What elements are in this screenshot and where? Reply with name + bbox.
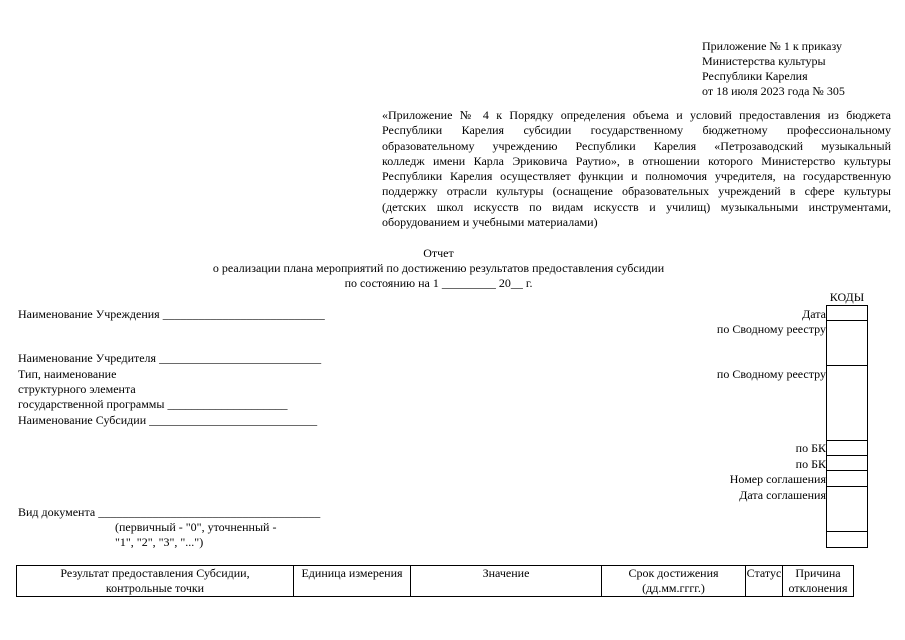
annex-line: поддержку отрасли культуры (оснащение образовательных учреждений в сфере культуры: [382, 184, 891, 199]
codes-divider: [826, 305, 868, 306]
approval-line: Приложение № 1 к приказу: [702, 39, 842, 53]
doc-type-field: Вид документа _____________________________________: [18, 505, 321, 519]
header-cell-status: [746, 566, 783, 597]
date-label: Дата: [802, 307, 826, 321]
subsidy-field: Наименование Субсидии ____________________________: [18, 413, 318, 427]
header-cell-result: [17, 566, 294, 597]
bk-label: по БК: [795, 457, 826, 471]
header-text: контрольные точки: [105, 581, 205, 595]
header-text: отклонения: [788, 581, 848, 595]
agreement-date-label: Дата соглашения: [739, 488, 826, 502]
header-text: (дд.мм.гггг.): [642, 581, 705, 595]
registry-label: по Сводному реестру: [716, 322, 826, 336]
annex-line: оборудованием и учебными материалами): [382, 215, 598, 230]
program-type-label: Тип, наименование: [18, 367, 117, 381]
header-text: Результат предоставления Субсидии,: [60, 566, 250, 580]
registry-label: по Сводному реестру: [716, 367, 826, 381]
codes-divider: [826, 531, 868, 532]
codes-divider: [826, 470, 868, 471]
annex-line: образовательному учреждению Республики Карелия «Петрозаводский музыкальный: [382, 138, 891, 153]
annex-line: колледж имени Карла Эриковича Раутио», в отношении которого Министерство культуры: [382, 153, 891, 168]
codes-divider: [826, 486, 868, 487]
approval-line: Республики Карелия: [702, 69, 808, 83]
program-field: государственной программы ____________________: [18, 397, 288, 411]
results-table: [16, 565, 854, 597]
codes-header: КОДЫ: [829, 290, 865, 304]
header-text: Единица измерения: [301, 566, 403, 580]
annex-line: Республики Карелия осуществляет функции и полномочия учредителя, на государственную: [382, 169, 891, 184]
header-cell-unit: [294, 566, 411, 597]
header-cell-reason: [783, 566, 854, 597]
institution-field: Наименование Учреждения ___________________________: [18, 307, 325, 321]
agreement-number-label: Номер соглашения: [729, 472, 826, 486]
codes-divider: [826, 455, 868, 456]
approval-line: Министерства культуры: [702, 54, 826, 68]
report-title: Отчет: [423, 246, 454, 260]
codes-divider: [826, 320, 868, 321]
annex-paragraph: [382, 108, 891, 230]
founder-field: Наименование Учредителя ___________________________: [18, 351, 322, 365]
table-header-row: [17, 566, 854, 597]
doc-type-note: "1", "2", "3", "..."): [115, 535, 204, 549]
codes-divider: [826, 440, 868, 441]
doc-type-note: (первичный - "0", уточненный -: [115, 520, 277, 534]
approval-line: от 18 июля 2023 года № 305: [702, 84, 845, 98]
program-type-label: структурного элемента: [18, 382, 136, 396]
header-text: Значение: [482, 566, 530, 580]
bk-label: по БК: [795, 441, 826, 455]
annex-line: Республики Карелия субсидии государственному бюджетному профессиональному: [382, 123, 891, 138]
codes-divider: [826, 365, 868, 366]
header-text: Причина: [795, 566, 841, 580]
header-cell-deadline: [602, 566, 746, 597]
header-text: Срок достижения: [628, 566, 719, 580]
annex-line: «Приложение № 4 к Порядку определения объема и условий предоставления из бюджета: [382, 108, 891, 122]
header-cell-value: [411, 566, 602, 597]
header-text: Статус: [746, 566, 782, 580]
annex-line: (детских школ искусств по видам искусств и училищ) музыкальными инструментами,: [382, 199, 891, 214]
report-date-line: по состоянию на 1 _________ 20__ г.: [344, 276, 533, 290]
codes-column: [826, 305, 868, 548]
report-subtitle: о реализации плана мероприятий по достижению результатов предоставления субсидии: [212, 261, 665, 275]
